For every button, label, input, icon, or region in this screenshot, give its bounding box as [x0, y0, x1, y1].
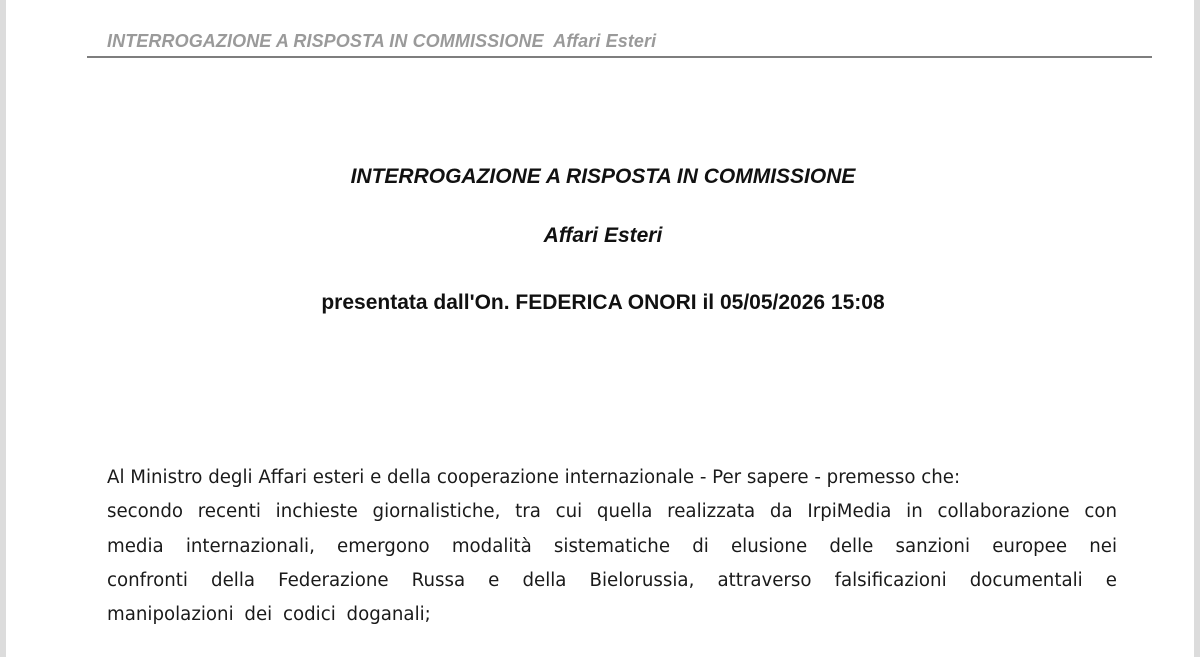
document-title: INTERROGAZIONE A RISPOSTA IN COMMISSIONE [350, 165, 856, 188]
question-body [107, 461, 1117, 632]
body-line: secondo recenti inchieste giornalistiche, tra cui quella realizzata da IrpiMedia in collaborazione con [107, 501, 1117, 523]
header-divider [87, 56, 1152, 58]
running-header: INTERROGAZIONE A RISPOSTA IN COMMISSIONE Affari Esteri [107, 31, 657, 51]
presentation-line: presentata dall'On. FEDERICA ONORI il 05/05/2026 15:08 [321, 291, 885, 314]
body-line: Al Ministro degli Affari esteri e della cooperazione internazionale - Per sapere - premesso che: [107, 467, 961, 488]
body-line: confronti della Federazione Russa e della Bielorussia, attraverso falsificazioni documentali e [107, 569, 1117, 591]
body-line: media internazionali, emergono modalità sistematiche di elusione delle sanzioni europee nei [107, 535, 1117, 557]
body-line: manipolazioni dei codici doganali; [107, 604, 431, 626]
committee-name: Affari Esteri [543, 224, 663, 247]
